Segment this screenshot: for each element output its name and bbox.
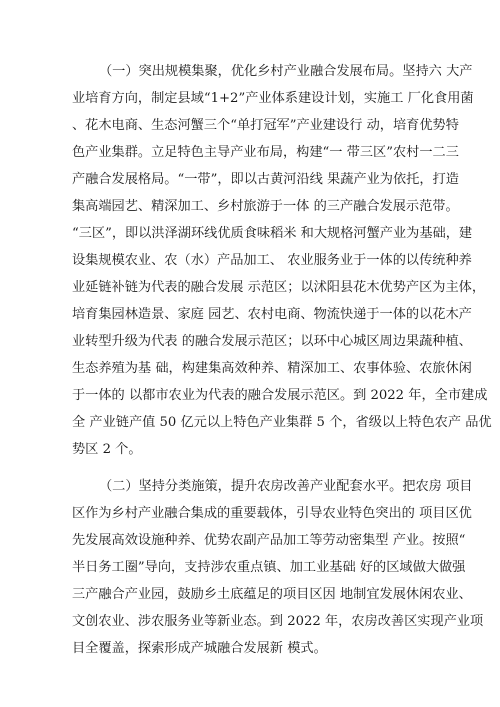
- paragraph-1-line: 培育集园林造景、家庭 园艺、农村电商、物流快递于一体的以花木产: [72, 307, 472, 322]
- paragraph-2-line: 半日务工圈”导向，支持涉农重点镇、加工业基础 好的区域做大做强: [72, 560, 466, 575]
- paragraph-1-line: 设集规模农业、农（水）产品加工、 农业服务业于一体的以传统种养: [72, 253, 472, 268]
- paragraph-1-line: “三区”，即以洪泽湖环线优质食味稻米 和大规格河蟹产业为基础，建: [72, 226, 473, 241]
- paragraph-1-line: 、花木电商、生态河蟹三个“单打冠军”产业建设行 动，培育优势特: [72, 118, 459, 133]
- paragraph-1-line: 业延链补链为代表的融合发展 示范区；以沭阳县花木优势产区为主体，: [72, 280, 486, 295]
- paragraph-1-line: 产融合发展格局。“一带”，即以古黄河沿线 果蔬产业为依托，打造: [72, 172, 459, 187]
- paragraph-2-line: （二）坚持分类施策，提升农房改善产业配套水平。把农房 项目: [99, 479, 473, 494]
- paragraph-2-line: 区作为乡村产业融合集成的重要载体，引导农业特色突出的 项目区优: [72, 506, 472, 521]
- paragraph-1-line: 业培育方向，制定县域“1+2”产业体系建设计划，实施工 厂化食用菌: [72, 91, 474, 106]
- paragraph-1-line: 生态养殖为基 础，构建集高效种养、精深加工、农事体验、农旅休闲: [72, 361, 472, 376]
- paragraph-1-line: 集高端园艺、精深加工、乡村旅游于一体 的三产融合发展示范带。: [72, 199, 459, 214]
- paragraph-1-line: 势区 2 个。: [72, 442, 142, 457]
- paragraph-1-line: 于一体的 以都市农业为代表的融合发展示范区。到 2022 年，全市建成: [72, 388, 488, 403]
- paragraph-1-line: 色产业集群。立足特色主导产业布局，构建“一 带三区”农村一二三: [72, 145, 459, 160]
- paragraph-1-line: 全 产业链产值 50 亿元以上特色产业集群 5 个，省级以上特色农产 品优: [72, 415, 492, 430]
- paragraph-1-line: （一）突出规模集聚，优化乡村产业融合发展布局。坚持六 大产: [99, 64, 473, 79]
- paragraph-2-line: 文创农业、涉农服务业等新业态。到 2022 年，农房改善区实现产业项: [72, 614, 484, 629]
- paragraph-1-line: 业转型升级为代表 的融合发展示范区；以环中心城区周边果蔬种植、: [72, 334, 472, 349]
- paragraph-2-line: 三产融合产业园，鼓励乡土底蕴足的项目区因 地制宜发展休闲农业、: [72, 587, 472, 602]
- paragraph-2-line: 目全覆盖，探索形成产城融合发展新 模式。: [72, 641, 327, 656]
- paragraph-2-line: 先发展高效设施种养、优势农副产品加工等劳动密集型 产业。按照“: [72, 533, 466, 548]
